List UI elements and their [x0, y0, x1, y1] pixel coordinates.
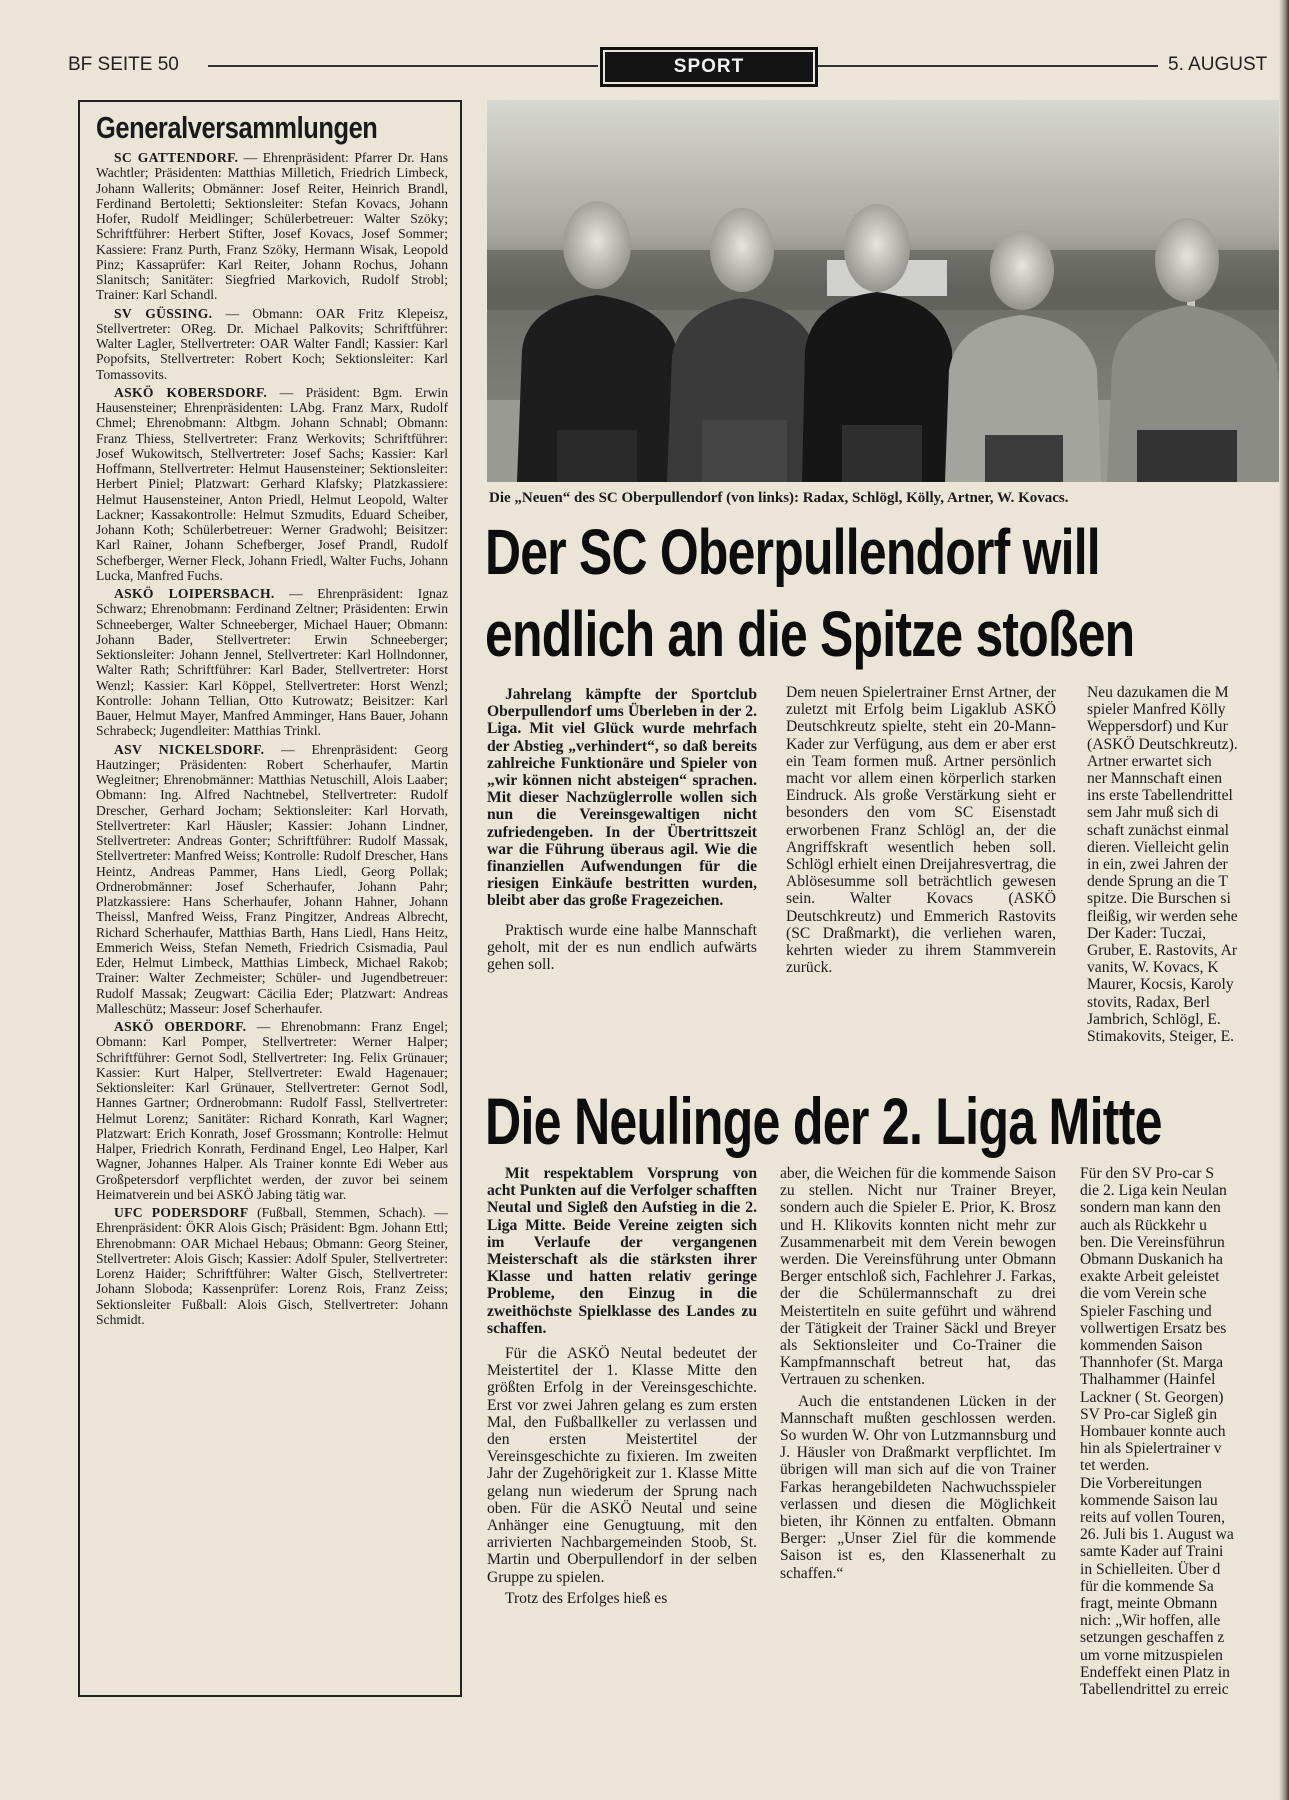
article1-headline-line1: Der SC Oberpullendorf will — [485, 517, 1100, 587]
club-name: UFC PODERSDORF — [114, 1205, 249, 1220]
cropped-line: Hombauer konnte auch — [1080, 1423, 1226, 1441]
cropped-line: fleißig, wir werden sehe — [1087, 907, 1238, 925]
cropped-line: vanits, W. Kovacs, K — [1087, 959, 1219, 977]
club-entry — [96, 742, 448, 1017]
team-photo — [487, 100, 1289, 482]
cropped-line: auch als Rückkehr u — [1080, 1216, 1207, 1234]
article1-paragraph: Praktisch wurde eine halbe Mannschaft geholt, mit der es nun endlich aufwärts gehen soll. — [487, 921, 757, 974]
article1-lead: Jahrelang kämpfte der Sportclub Oberpullendorf ums Überleben in der 2. Liga. Mit viel Glück wurde mehrfach der Abstieg „verhindert“, so daß bereits zahlreiche Funktionäre und Spieler von „wir können nicht absteigen“ sprachen. Mit dieser Nachzüglerrolle wollen sich nun die Vereinsgewaltigen nicht zufriedengeben. In der Übertrittszeit war die Führung überaus agil. Wie die finanziellen Aufwendungen für die riesigen Einkäufe bestritten wurden, bleibt aber das große Fragezeichen. — [487, 686, 757, 910]
header-rule-right — [818, 65, 1158, 67]
cropped-line: nich: „Wir hoffen, alle — [1080, 1612, 1221, 1630]
article1-column-1 — [487, 686, 757, 1066]
page-number: BF SEITE 50 — [68, 54, 179, 75]
article2-paragraph: Für die ASKÖ Neutal bedeutet der Meistertitel der 1. Klasse Mitte den größten Erfolg in der Vereinsgeschichte. Erst vor zwei Jahren gelang es zum ersten Mal, den Fußballkeller zu verlassen und den ersten Meistertitel der Vereinsgeschichte zu fixieren. Im zweiten Jahr der Zugehörigkeit zur 1. Klasse Mitte gelang nun wiederum der Sprung nach oben. Für die ASKÖ Neutal und seine Anhänger eine Genugtuung, mit den arrivierten Nachbargemeinden Stoob, St. Martin und Oberpullendorf in der selben Gruppe zu spielen. — [487, 1345, 757, 1586]
club-officials: — Präsident: Bgm. Erwin Hausensteiner; Ehrenpräsidenten: LAbg. Franz Marx, Rudolf Chmel; Ehrenobmann: Altbgm. Johann Schnabl; Obmann: Franz Thiess, Stellvertreter: Franz Werkovits; Schriftführer: Josef Wukowitsch, Stellvertreter: Josef Sachs; Kassier: Karl Hoffmann, Stellvertreter: Helmut Hausensteiner; Sektionsleiter: Herbert Piniel; Platzwart: Gerhard Klafsky; Platzkassiere: Helmut Hausensteiner, Anton Priedl, Helmut Leopold, Walter Lackner; Kassakontrolle: Helmut Szmudits, Eduard Scheiber, Johann Koth; Schülerbetreuer: Werner Gradwohl; Beisitzer: Karl Rainer, Johann Schefberger, Josef Prandl, Rudolf Schefberger, Werner Fleck, Johann Friedl, Walter Fuchs, Johann Lucka, Manfred Fuchs. — [96, 384, 448, 583]
club-officials: — Ehrenpräsident: Pfarrer Dr. Hans Wachtler; Präsidenten: Matthias Milletich, Friedrich Limbeck, Johann Wallerits; Obmänner: Josef Reiter, Heinrich Brandl, Ferdinand Bertoletti; Sektionsleiter: Stefan Kovacs, Johann Hofer, Rudolf Meidlinger; Schülerbetreuer: Walter Szöky; Schriftführer: Herbert Stifter, Josef Kovacs, Josef Sommer; Kassiere: Franz Purth, Franz Szöky, Hermann Wisak, Leopold Pinz; Kassaprüfer: Karl Reiter, Johann Rochus, Johann Slanitsch; Sanitäter: Siegfried Markovich, Rudolf Strobl; Trainer: Karl Schandl. — [96, 150, 448, 303]
cropped-line: die 2. Liga kein Neulan — [1080, 1182, 1227, 1200]
cropped-line: in ein, zwei Jahren der — [1087, 856, 1228, 874]
section-label-box — [600, 47, 818, 87]
cropped-line: Spieler Fasching und — [1080, 1302, 1212, 1320]
team-photo-image — [487, 100, 1289, 482]
page-date: 5. AUGUST — [1168, 54, 1268, 75]
cropped-line: kommenden Saison — [1080, 1337, 1203, 1355]
club-entry — [96, 1205, 448, 1327]
cropped-line: um vorne mitzuspielen — [1080, 1646, 1223, 1664]
cropped-line: reits auf vollen Touren, — [1080, 1509, 1225, 1527]
cropped-line: kommende Saison lau — [1080, 1491, 1218, 1509]
club-officials: (Fußball, Stemmen, Schach). — Ehrenpräsident: ÖKR Alois Gisch; Präsident: Bgm. Johann Ettl; Ehrenobmann: OAR Michael Hebaus; Obmann: Georg Steiner, Stellvertreter: Alois Gisch; Kassier: Adolf Spuler, Stellvertreter: Lorenz Haider; Schriftführer: Walter Gisch, Stellvertreter: Johann Sloboda; Kassenprüfer: Lorenz Rois, Franz Zeiss; Sektionsleiter Fußball: Alois Gisch, Stellvertreter: Johann Schmidt. — [96, 1205, 449, 1327]
photo-caption: Die „Neuen“ des SC Oberpullendorf (von links): Radax, Schlögl, Kölly, Artner, W. Kovacs. — [489, 490, 1069, 506]
article2-column-2 — [780, 1165, 1056, 1705]
cropped-line: ins erste Tabellendrittel — [1087, 787, 1233, 805]
club-officials: — Ehrenobmann: Franz Engel; Obmann: Karl Pomper, Stellvertreter: Werner Halper; Schriftführer: Gernot Sodl, Stellvertreter: Ing. Felix Grünauer; Kassier: Kurt Halper, Stellvertreter: Ewald Hagenauer; Sektionsleiter: Karl Grünauer, Stellvertreter: Gernot Sodl, Hannes Gartner; Ordnerobmann: Rudolf Fassl, Stellvertreter: Helmut Lorenz; Sanitäter: Richard Konrath, Karl Wagner; Platzwart: Erich Konrath, Josef Grossmann; Kontrolle: Helmut Halper, Friedrich Konrath, Ferdinand Engel, Leo Halper, Karl Wagner, Johannes Halper. Als Trainer konnte Edi Weber aus Großpetersdorf verpflichtet werden, der zuvor bei seinem Heimatverein und bei ASKÖ Jabing tätig war. — [96, 1019, 448, 1202]
cropped-line: Thalhammer (Hainfel — [1080, 1371, 1216, 1389]
article2-lead: Mit respektablem Vorsprung von acht Punkten auf die Verfolger schafften Neutal und Sigleß den Aufstieg in die 2. Liga Mitte. Beide Vereine zeigten sich im Verlaufe der vergangenen Meisterschaft als die stärksten ihrer Klasse und hatten relativ geringe Probleme, den Einzug in die zweithöchste Spielklasse des Landes zu schaffen. — [487, 1165, 757, 1337]
article2-column-3 — [1080, 1165, 1289, 1705]
club-name: SC GATTENDORF. — [114, 150, 239, 165]
cropped-line: Thannhofer (St. Marga — [1080, 1354, 1224, 1372]
cropped-line: SV Pro-car Sigleß gin — [1080, 1405, 1218, 1423]
article1-column-2 — [786, 684, 1056, 1064]
cropped-line: die vom Verein sche — [1080, 1285, 1207, 1303]
page-spine — [1279, 0, 1289, 1800]
cropped-line: Weppersdorf) und Kur — [1087, 718, 1228, 736]
section-label: SPORT — [605, 52, 813, 82]
article2-paragraph: Trotz des Erfolges hieß es — [505, 1589, 668, 1607]
club-name: ASKÖ OBERDORF. — [114, 1019, 247, 1034]
club-officials: — Ehrenpräsident: Ignaz Schwarz; Ehrenobmann: Ferdinand Zeltner; Präsidenten: Erwin Schneeberger, Walter Schneeberger, Michael Hauer; Obmann: Johann Bader, Stellvertreter: Erwin Schneeberger; Sektionsleiter: Johann Jennel, Stellvertreter: Karl Hollndonner, Walter Rath; Schriftführer: Karl Bader, Stellvertreter: Horst Wenzl; Kassier: Karl Köppel, Stellvertreter: Horst Wenzl; Kontrolle: Johann Tellian, Otto Kutrowatz; Beisitzer: Karl Bauer, Helmut Mayer, Manfred Amminger, Hans Bauer, Johann Schrabeck; Jugendleiter: Matthias Trinkl. — [96, 586, 448, 739]
cropped-line: Endeffekt einen Platz in — [1080, 1663, 1230, 1681]
cropped-line: für die kommende Sa — [1080, 1577, 1214, 1595]
cropped-line: fragt, meinte Obmann — [1080, 1595, 1218, 1613]
cropped-line: Lackner ( St. Georgen) — [1080, 1388, 1224, 1406]
club-officials: — Ehrenpräsident: Georg Hautzinger; Präsidenten: Robert Scherhaufer, Martin Wegleitner; Ehrenobmänner: Matthias Netuschill, Alois Laaber; Obmann: Ing. Alfred Nachtnebel, Stellvertreter: Rudolf Drescher, Gerhard Jocham; Sektionsleiter: Karl Horvath, Stellvertreter: Karl Häusler; Kassier: Johann Lindner, Stellvertreter: Andreas Gonter; Schriftführer: Rudolf Massak, Stellvertreter: Manfred Weiss; Kontrolle: Rudolf Drescher, Hans Heintz, Andreas Pammer, Hans Liedl, Georg Pollak; Ordnerobmänner: Josef Scherhaufer, Johann Pahr; Platzkassiere: Hans Scherhaufer, Johann Hahner, Johann Theissl, Manfred Weiss, Franz Pingitzer, Andreas Albrecht, Richard Scherhaufer, Matthias Barth, Hans Liedl, Hans Heitz, Emmerich Weiss, Stefan Nemeth, Friedrich Csismadia, Paul Eder, Helmut Limbeck, Matthias Limbeck, Michael Rakob; Trainer: Walter Zechmeister; Schüler- und Jugendbetreuer: Rudolf Massak; Zeugwart: Cäcilia Eder; Platzwart: Andreas Malleschütz; Masseur: Josef Scherhaufer. — [96, 741, 448, 1016]
cropped-line: ben. Die Vereinsführun — [1080, 1233, 1225, 1251]
sidebar-title: Generalversammlungen — [96, 110, 378, 145]
club-entry — [96, 150, 448, 303]
cropped-line: Maurer, Kocsis, Karoly — [1087, 976, 1234, 994]
cropped-line: Der Kader: Tuczai, — [1087, 924, 1207, 942]
cropped-line: Obmann Duskanich ha — [1080, 1251, 1223, 1269]
cropped-line: Tabellendrittel zu erreic — [1080, 1681, 1229, 1699]
cropped-line: Neu dazukamen die M — [1087, 684, 1229, 701]
club-name: ASKÖ KOBERSDORF. — [114, 384, 268, 400]
cropped-line: hin als Spielertrainer v — [1080, 1440, 1222, 1458]
article2-paragraph: Auch die entstandenen Lücken in der Mannschaft mußten geschlossen werden. So wurden W. Ohr von Lutzmannsburg und J. Häusler von Draßmarkt verpflichtet. Im übrigen will man sich auf die von Trainer Farkas herangebildeten Nachwuchsspieler verlassen und diesen die Möglichkeit bieten, ihr Können zu entfalten. Obmann Berger: „Unser Ziel für die kommende Saison ist es, den Klassenerhalt zu schaffen.“ — [780, 1392, 1056, 1582]
club-entry — [96, 306, 448, 382]
article2-paragraph: aber, die Weichen für die kommende Saison zu stellen. Nicht nur Trainer Breyer, sondern auch die Spieler E. Prior, K. Brosz und H. Klikovits konnten nicht mehr zur Zusammenarbeit mit dem Verein bewogen werden. Die Vereinsführung unter Obmann Berger entschloß sich, Fachlehrer J. Farkas, der die Schülermannschaft zu drei Meistertiteln en suite geführt und während der Tätigkeit der Trainer Säckl und Breyer als Sektionsleiter und Co-Trainer die Kampfmannschaft betreut hat, das Vertrauen zu schenken. — [780, 1165, 1056, 1389]
cropped-line: stovits, Radax, Berl — [1087, 993, 1211, 1011]
cropped-line: sondern man kann den — [1080, 1199, 1221, 1217]
club-list — [96, 150, 448, 1327]
article2-column-1 — [487, 1165, 757, 1705]
cropped-line: Stimakovits, Steiger, E. — [1087, 1028, 1235, 1046]
cropped-line: (ASKÖ Deutschkreutz). — [1087, 735, 1238, 753]
cropped-line: spieler Manfred Kölly — [1087, 701, 1226, 719]
cropped-line: Artner erwartet sich — [1087, 752, 1212, 770]
club-name: ASV NICKELSDORF. — [114, 741, 265, 757]
cropped-line: ner Mannschaft einen — [1087, 770, 1223, 788]
club-entry — [96, 385, 448, 583]
article2-headline: Die Neulinge der 2. Liga Mitte — [485, 1084, 1162, 1158]
cropped-line: 26. Juli bis 1. August wa — [1080, 1526, 1234, 1544]
club-name: SV GÜSSING. — [114, 305, 213, 321]
cropped-line: schaft zunächst einmal — [1087, 821, 1230, 839]
cropped-line: spitze. Die Burschen si — [1087, 890, 1231, 908]
cropped-line: tet werden. — [1080, 1457, 1150, 1475]
article1-headline-line2: endlich an die Spitze stoßen — [485, 598, 1135, 670]
club-officials: — Obmann: OAR Fritz Klepeisz, Stellvertreter: OReg. Dr. Michael Palkovits; Schriftführer: Walter Lagler, Stellvertreter: OAR Walter Fandl; Kassier: Karl Popofsits, Stellvertreter: Robert Koch; Sektionsleiter: Karl Tomassovits. — [96, 305, 448, 382]
cropped-line: setzungen geschaffen z — [1080, 1629, 1225, 1647]
club-name: ASKÖ LOIPERSBACH. — [114, 586, 275, 601]
cropped-line: dende Sprung an die T — [1087, 873, 1228, 891]
cropped-line: Die Vorbereitungen — [1080, 1474, 1202, 1492]
club-entry — [96, 1019, 448, 1202]
cropped-line: dieren. Vielleicht gelin — [1087, 838, 1230, 856]
cropped-line: vollwertigen Ersatz bes — [1080, 1319, 1227, 1337]
club-entry — [96, 586, 448, 739]
cropped-line: Gruber, E. Rastovits, Ar — [1087, 942, 1238, 960]
cropped-line: exakte Arbeit geleistet — [1080, 1268, 1220, 1286]
cropped-line: Jambrich, Schlögl, E. — [1087, 1010, 1221, 1028]
generalversammlungen-box — [78, 100, 462, 1697]
cropped-line: Für den SV Pro-car S — [1080, 1165, 1214, 1182]
cropped-line: in Schielleiten. Über d — [1080, 1560, 1221, 1578]
article1-paragraph: Dem neuen Spielertrainer Ernst Artner, der zuletzt mit Erfolg beim Ligaklub ASKÖ Deutschkreutz spielte, steht ein 20-Mann-Kader zur Verfügung, aus dem er aber erst ein Team formen muß. Artner persönlich macht vor allem einen körperlich starken Eindruck. Als große Verstärkung sieht er besonders den vom SC Eisenstadt erworbenen Franz Schlögl an, der die Angriffskraft wesentlich heben soll. Schlögl erhielt einen Dreijahresvertrag, die Ablösesumme soll beträchtlich gewesen sein. Walter Kovacs (ASKÖ Deutschkreutz) und Emmerich Rastovits (SC Draßmarkt), die verliehen waren, kehrten wieder zu ihrem Stammverein zurück. — [786, 684, 1056, 977]
cropped-line: samte Kader auf Traini — [1080, 1543, 1224, 1561]
header-rule-left — [208, 65, 598, 67]
article1-column-3 — [1087, 684, 1289, 1064]
cropped-line: sem Jahr muß sich di — [1087, 804, 1219, 822]
